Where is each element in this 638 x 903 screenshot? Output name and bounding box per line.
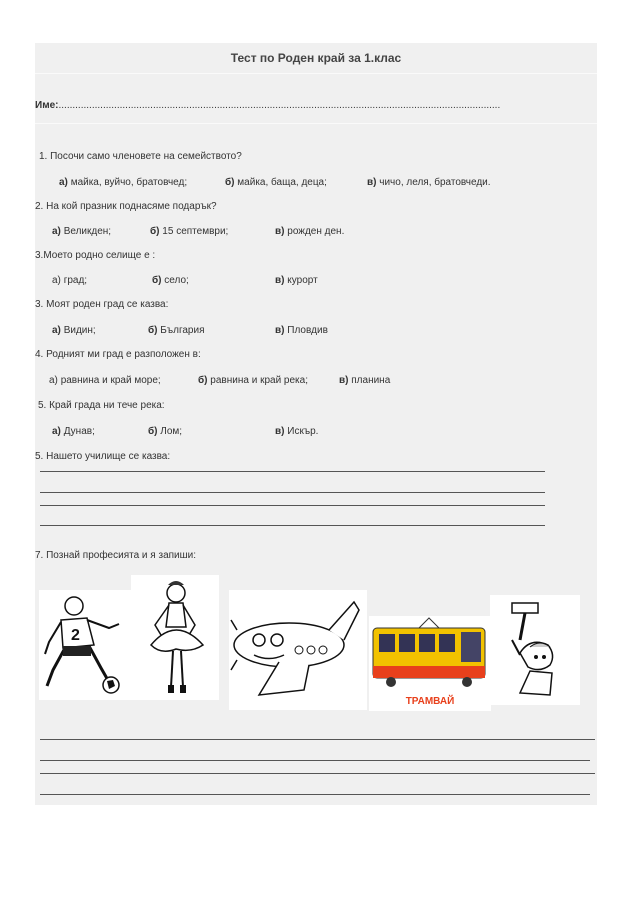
answer-1b[interactable]: б) майка, баща, деца; xyxy=(225,177,327,188)
question-1: 1. Посочи само членовете на семейството? xyxy=(39,151,242,162)
answer-3b-b[interactable]: б) България xyxy=(148,325,205,336)
question-3: 3.Моето родно селище е : xyxy=(35,250,156,261)
builder-image xyxy=(490,595,580,705)
answer-2c[interactable]: в) рожден ден. xyxy=(275,226,345,237)
answer-line[interactable] xyxy=(40,471,545,472)
question-2: 2. На кой празник поднасяме подарък? xyxy=(35,201,217,212)
answer-3b-a[interactable]: а) Видин; xyxy=(52,325,96,336)
answer-3b-c[interactable]: в) Пловдив xyxy=(275,325,328,336)
tram-image xyxy=(369,616,491,711)
answer-4a[interactable]: а) равнина и край море; xyxy=(49,375,161,386)
question-profession: 7. Познай професията и я запиши: xyxy=(35,550,197,561)
answer-1c[interactable]: в) чичо, леля, братовчеди. xyxy=(367,177,491,188)
divider xyxy=(35,123,597,124)
worksheet xyxy=(35,43,597,805)
answer-4c[interactable]: в) планина xyxy=(339,375,391,386)
ballerina-image xyxy=(131,575,219,700)
answer-2a[interactable]: а) Великден; xyxy=(52,226,112,237)
answer-5b[interactable]: б) Лом; xyxy=(148,426,183,437)
question-3b: 3. Моят роден град се казва: xyxy=(35,299,169,310)
question-4: 4. Родният ми град е разположен в: xyxy=(35,349,201,360)
answer-line[interactable] xyxy=(40,739,595,740)
jersey-number: 2 xyxy=(71,627,80,644)
name-field[interactable] xyxy=(35,100,500,111)
page-title: Тест по Роден край за 1.клас xyxy=(230,51,402,65)
answer-4b[interactable]: б) равнина и край река; xyxy=(198,375,308,386)
answer-3a[interactable]: а) град; xyxy=(52,275,88,286)
name-dots: ............................................................................................................................................................... xyxy=(58,100,501,111)
answer-5c[interactable]: в) Искър. xyxy=(275,426,319,437)
airplane-image xyxy=(229,590,367,710)
answer-line[interactable] xyxy=(40,525,545,526)
divider xyxy=(35,73,597,74)
tram-label: ТРАМВАЙ xyxy=(405,696,455,707)
answer-line[interactable] xyxy=(40,773,595,774)
name-label: Име: xyxy=(35,100,59,111)
answer-line[interactable] xyxy=(40,760,590,761)
answer-3b[interactable]: б) село; xyxy=(152,275,189,286)
answer-line[interactable] xyxy=(40,505,545,506)
question-5: 5. Край града ни тече река: xyxy=(38,400,165,411)
footballer-image xyxy=(39,590,131,700)
answer-3c[interactable]: в) курорт xyxy=(275,275,318,286)
answer-2b[interactable]: б) 15 септември; xyxy=(150,226,229,237)
question-school: 5. Нашето училище се казва: xyxy=(35,451,171,462)
answer-line[interactable] xyxy=(40,794,590,795)
answer-line[interactable] xyxy=(40,492,545,493)
answer-1a[interactable]: а) майка, вуйчо, братовчед; xyxy=(59,177,188,188)
answer-5a[interactable]: а) Дунав; xyxy=(52,426,95,437)
